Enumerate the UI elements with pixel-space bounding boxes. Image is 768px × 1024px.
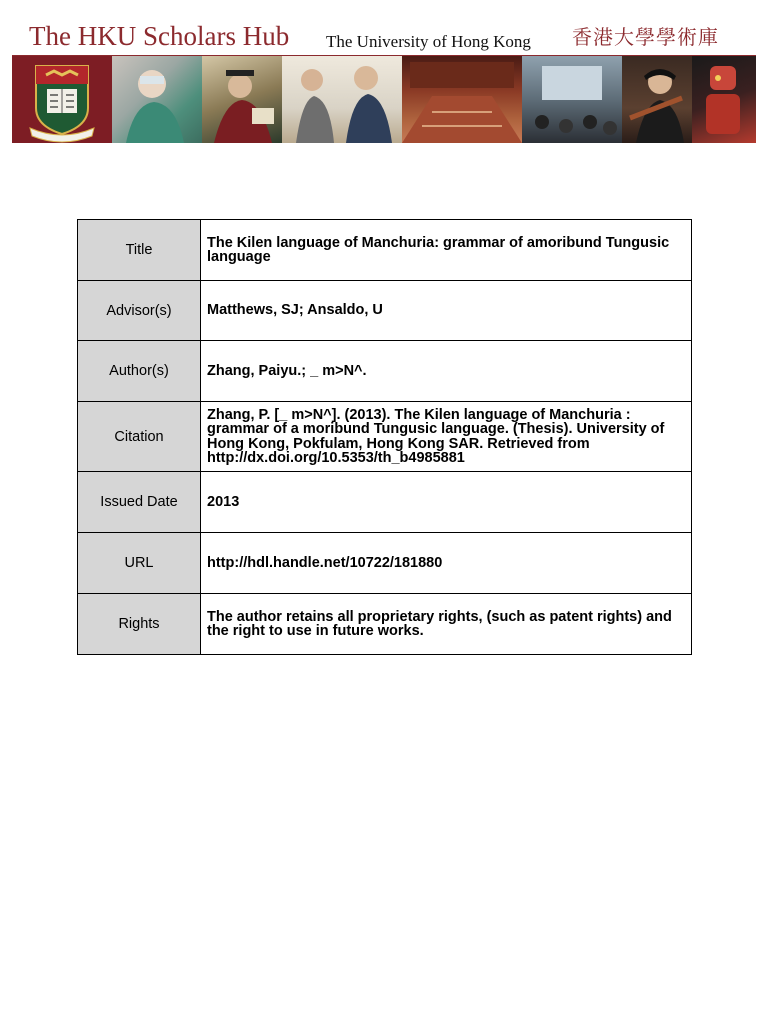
label-authors: Author(s) <box>78 341 201 402</box>
value-url[interactable]: http://hdl.handle.net/10722/181880 <box>201 533 692 594</box>
table-row-authors <box>78 341 692 402</box>
table-row-rights <box>78 594 692 655</box>
label-advisors: Advisor(s) <box>78 281 201 341</box>
value-citation: Zhang, P. [_ m>N^]. (2013). The Kilen language of Manchuria : grammar of a moribund Tungusic language. (Thesis). University of Hong Kong, Pokfulam, Hong Kong SAR. Retrieved from http://dx.doi.org/10.5353/th_b4985881 <box>201 402 692 472</box>
banner-photo-robot <box>692 56 756 143</box>
banner-photo-students <box>282 56 402 143</box>
table-row-issued-date <box>78 472 692 533</box>
banner-photo-graduation <box>202 56 282 143</box>
header-banner <box>12 56 756 143</box>
metadata-table <box>77 219 692 655</box>
label-issued-date: Issued Date <box>78 472 201 533</box>
value-advisors: Matthews, SJ; Ansaldo, U <box>201 281 692 341</box>
university-crest-icon <box>12 56 112 143</box>
banner-photo-lecture <box>522 56 622 143</box>
table-row-title <box>78 220 692 281</box>
table-row-advisors <box>78 281 692 341</box>
table-row-url <box>78 533 692 594</box>
page-header <box>0 0 768 56</box>
value-issued-date: 2013 <box>201 472 692 533</box>
label-citation: Citation <box>78 402 201 472</box>
label-title: Title <box>78 220 201 281</box>
hub-title: The HKU Scholars Hub <box>29 21 290 51</box>
chinese-name: 香港大學學術庫 <box>572 25 719 49</box>
label-url: URL <box>78 533 201 594</box>
label-rights: Rights <box>78 594 201 655</box>
banner-photo-surgeons <box>112 56 202 143</box>
value-title: The Kilen language of Manchuria: grammar of amoribund Tungusic language <box>201 220 692 281</box>
table-row-citation <box>78 402 692 472</box>
banner-photo-violinist <box>622 56 692 143</box>
university-name: The University of Hong Kong <box>326 32 531 51</box>
value-authors: Zhang, Paiyu.; _ m>N^. <box>201 341 692 402</box>
banner-photo-hall <box>402 56 522 143</box>
value-rights: The author retains all proprietary rights, (such as patent rights) and the right to use in future works. <box>201 594 692 655</box>
